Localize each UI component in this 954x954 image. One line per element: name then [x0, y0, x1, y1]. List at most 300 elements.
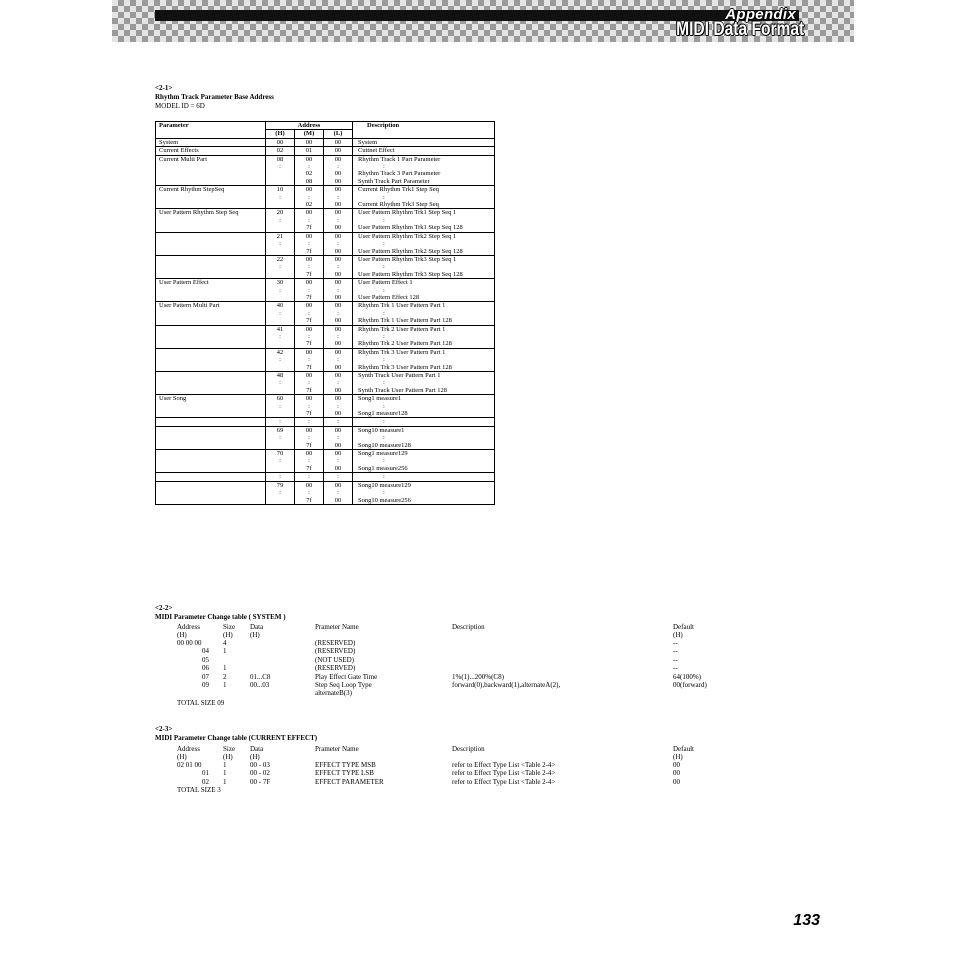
table-cell: : — [324, 240, 353, 247]
table-row — [156, 379, 495, 386]
table-cell: refer to Effect Type List <Table 2-4> — [452, 761, 556, 769]
table-cell: 00 — [324, 302, 353, 310]
table-cell: 00 — [295, 372, 324, 380]
table-cell: : — [295, 217, 324, 224]
table-cell: : — [266, 163, 295, 170]
table-cell: (RESERVED) — [315, 647, 356, 656]
column-unit: (H) — [177, 631, 187, 639]
table-row — [156, 410, 495, 418]
table-cell — [156, 489, 266, 496]
table-cell: 00(forward) — [673, 681, 707, 689]
table-cell: 7f — [295, 387, 324, 395]
table-cell: Rhythm Trk 3 User Pattern Part 128 — [358, 363, 452, 371]
table-cell: Song1 measure128 — [358, 410, 408, 418]
table-cell — [156, 333, 266, 340]
table-cell: : — [266, 473, 295, 481]
table-cell: (NOT USED) — [315, 655, 354, 664]
table-cell — [266, 201, 295, 209]
table-cell — [266, 442, 295, 450]
table-row — [156, 450, 495, 458]
table-cell: 7f — [295, 497, 324, 505]
table-cell: : — [383, 457, 385, 465]
table-cell — [156, 294, 266, 302]
table-cell: 7f — [295, 294, 324, 302]
table-cell: 41 — [266, 325, 295, 333]
column-header: Data — [250, 745, 264, 753]
table-cell: EFFECT TYPE LSB — [315, 769, 374, 778]
table-cell: : — [295, 379, 324, 386]
table-cell: 00 — [295, 325, 324, 333]
table-cell: System — [156, 138, 266, 146]
table-cell — [156, 410, 266, 418]
table-cell: Song1 measure1 — [353, 395, 495, 403]
table-cell: 2 — [223, 672, 227, 681]
table-cell — [266, 317, 295, 325]
table-cell: Step Seq Loop Type — [315, 681, 372, 689]
table-cell: : — [295, 403, 324, 410]
table-row — [156, 403, 495, 410]
column-unit: (H) — [177, 753, 187, 761]
table-cell: Song10 measure128 — [358, 441, 411, 449]
sec2-title: MIDI Parameter Change table ( SYSTEM ) — [155, 613, 286, 621]
table-cell: 00 — [324, 481, 353, 489]
table-cell: 7f — [295, 465, 324, 473]
table-cell: User Pattern Rhythm Trk2 Step Seq 128 — [358, 247, 463, 255]
table-cell: : — [383, 263, 385, 271]
table-cell: Rhythm Track 3 Part Parameter — [358, 170, 441, 178]
table-row — [156, 294, 495, 302]
table-cell: User Pattern Effect 1 — [353, 279, 495, 287]
column-header: Size — [223, 623, 236, 631]
table-row — [156, 317, 495, 325]
table-cell: 1 — [223, 681, 227, 689]
table-cell: 00...03 — [250, 681, 270, 689]
table-cell: : — [266, 489, 295, 496]
table-cell: System — [353, 138, 495, 146]
table-cell: : — [383, 309, 385, 317]
table-cell — [156, 194, 266, 201]
table-cell: 02 01 00 — [177, 761, 202, 769]
table-row — [156, 325, 495, 333]
col-parameter: Parameter — [156, 122, 266, 130]
table-cell — [156, 497, 266, 505]
table-cell: : — [266, 263, 295, 270]
table-cell: 04 — [202, 647, 209, 656]
table-cell: : — [295, 194, 324, 201]
column-unit: (H) — [250, 753, 260, 761]
table-cell: 21 — [266, 232, 295, 240]
table-cell: : — [383, 434, 385, 442]
table-cell — [156, 287, 266, 294]
table-cell — [266, 465, 295, 473]
table-cell: Current Rhythm StepSeq — [156, 186, 266, 194]
table-row — [156, 310, 495, 317]
table-row — [156, 232, 495, 240]
table-cell: : — [266, 418, 295, 426]
sec2-code: <2-2> — [155, 604, 173, 612]
table-cell: Song1 measure129 — [353, 450, 495, 458]
column-unit: (H) — [673, 753, 683, 761]
table-cell: 1 — [223, 761, 227, 769]
table-cell: -- — [673, 639, 678, 647]
table-row — [156, 356, 495, 363]
table-cell — [266, 294, 295, 302]
table-cell: : — [324, 287, 353, 294]
table-cell: 00 — [295, 186, 324, 194]
table-cell: 7f — [295, 410, 324, 418]
table-row — [156, 194, 495, 201]
table-cell: 20 — [266, 209, 295, 217]
table-cell — [156, 473, 266, 481]
table-cell: 01 — [202, 769, 209, 778]
table-cell: : — [266, 240, 295, 247]
col-address: Address — [266, 122, 353, 130]
table-cell: : — [295, 163, 324, 170]
table-cell: 00 — [324, 465, 353, 473]
table-cell: User Pattern Rhythm Trk3 Step Seq 128 — [358, 270, 463, 278]
table-cell — [266, 340, 295, 348]
table-cell: : — [295, 287, 324, 294]
table-row — [156, 442, 495, 450]
table-row — [156, 340, 495, 348]
table-cell: 48 — [266, 372, 295, 380]
table-cell: EFFECT TYPE MSB — [315, 761, 376, 769]
table-row — [156, 178, 495, 186]
table-cell: -- — [673, 647, 678, 656]
table-cell: 00 — [324, 294, 353, 302]
table-row — [156, 395, 495, 403]
table-cell: : — [295, 240, 324, 247]
table-row — [156, 333, 495, 340]
table-cell: 69 — [266, 426, 295, 434]
table-cell — [266, 387, 295, 395]
table-cell: 00 — [324, 410, 353, 418]
table-cell: User Pattern Effect — [156, 279, 266, 287]
table-cell: 00 — [324, 170, 353, 177]
table-cell: forward(0),backward(1),alternateA(2), — [452, 681, 561, 689]
table-cell: : — [324, 434, 353, 441]
table-row — [156, 457, 495, 464]
table-cell: : — [295, 263, 324, 270]
table-cell: 00 — [673, 761, 680, 769]
table-cell — [156, 178, 266, 186]
table-row — [156, 240, 495, 247]
table-cell: User Pattern Rhythm Trk2 Step Seq 1 — [353, 232, 495, 240]
table-cell: : — [295, 333, 324, 340]
table-cell: 1 — [223, 769, 227, 778]
table-cell: 7f — [295, 340, 324, 348]
table-cell: (RESERVED) — [315, 639, 356, 647]
table-row — [156, 287, 495, 294]
sec1-code: <2-1> — [155, 84, 173, 92]
table-cell — [266, 248, 295, 256]
table-cell: -- — [673, 664, 678, 673]
table-cell: 00 — [324, 248, 353, 256]
table-cell: : — [324, 403, 353, 410]
table-cell: : — [266, 379, 295, 386]
table-row — [156, 387, 495, 395]
table-cell: 00 — [324, 255, 353, 263]
table-row — [156, 465, 495, 473]
table-cell: 00 — [295, 481, 324, 489]
table-cell: 00 — [266, 138, 295, 146]
column-header: Default — [673, 623, 694, 631]
col-h: (H) — [266, 130, 295, 138]
table-cell — [266, 271, 295, 279]
table-row — [156, 372, 495, 380]
table-cell: 00 00 00 — [177, 639, 202, 647]
table-cell: Synth Track User Pattern Part 128 — [358, 386, 448, 394]
table-cell — [156, 434, 266, 441]
table-cell: 00 - 03 — [250, 761, 270, 769]
table-cell: 00 — [324, 450, 353, 458]
table-cell: Rhythm Trk 3 User Pattern Part 1 — [353, 348, 495, 356]
table-cell — [156, 310, 266, 317]
table-cell: 01 — [295, 147, 324, 155]
table-cell: : — [383, 332, 385, 340]
table-cell: 02 — [266, 147, 295, 155]
table-row — [156, 489, 495, 496]
table-cell: : — [383, 489, 385, 497]
table-cell: 00 — [324, 426, 353, 434]
column-header: Description — [452, 623, 485, 631]
table-cell: 00 — [295, 155, 324, 163]
table-row — [156, 201, 495, 209]
table-cell: : — [383, 193, 385, 201]
table-cell: 42 — [266, 348, 295, 356]
column-unit: (H) — [673, 631, 683, 639]
table-cell: : — [266, 434, 295, 441]
table-cell: : — [383, 216, 385, 224]
table-cell: 00 — [295, 395, 324, 403]
table-cell: : — [324, 333, 353, 340]
table-row — [156, 163, 495, 170]
table-row — [156, 364, 495, 372]
table-cell: 00 — [673, 769, 680, 778]
table-cell — [156, 232, 266, 240]
table-cell: : — [383, 379, 385, 387]
table-cell: Current Multi Part — [156, 155, 266, 163]
table-cell: 00 — [324, 147, 353, 155]
table-cell — [266, 224, 295, 232]
table-cell — [156, 201, 266, 209]
table-cell: : — [266, 310, 295, 317]
table-cell: 00 — [673, 777, 680, 786]
table-cell: User Pattern Rhythm Trk3 Step Seq 1 — [353, 255, 495, 263]
col-m: (M) — [295, 130, 324, 138]
table-cell — [156, 340, 266, 348]
table-cell: : — [266, 333, 295, 340]
table-cell: : — [295, 457, 324, 464]
table-cell: : — [353, 473, 495, 481]
table-row — [156, 418, 495, 426]
table-cell: User Pattern Rhythm Trk1 Step Seq 1 — [353, 209, 495, 217]
table-cell: 00 — [324, 209, 353, 217]
table-cell: 00 — [324, 442, 353, 450]
table-cell: 00 — [324, 186, 353, 194]
column-header: Data — [250, 623, 264, 631]
table-cell — [156, 457, 266, 464]
address-table-body — [156, 138, 495, 504]
table-row — [156, 426, 495, 434]
column-unit: (H) — [223, 753, 233, 761]
table-cell: : — [266, 287, 295, 294]
table-row — [156, 209, 495, 217]
table-row — [156, 497, 495, 505]
col-description: Description — [367, 122, 400, 129]
column-header: Description — [452, 745, 485, 753]
table-row — [156, 481, 495, 489]
table-cell: Rhythm Track 1 Part Parameter — [353, 155, 495, 163]
col-l: (L) — [324, 130, 353, 138]
table-cell: 00 — [324, 138, 353, 146]
table-cell: EFFECT PARAMETER — [315, 777, 384, 786]
table-cell — [156, 271, 266, 279]
table-cell: 00 — [324, 497, 353, 505]
page-number: 133 — [793, 912, 820, 929]
table-cell: Play Effect Gate Time — [315, 672, 378, 681]
table-row — [156, 348, 495, 356]
page-title: MIDI Data Format — [675, 19, 804, 40]
table-cell: 00 — [295, 348, 324, 356]
table-cell: 00 - 02 — [250, 769, 270, 778]
total-size: TOTAL SIZE 3 — [177, 786, 221, 794]
table-cell: 4 — [223, 639, 227, 647]
table-cell: : — [295, 418, 324, 426]
table-row — [156, 170, 495, 177]
table-row — [156, 248, 495, 256]
table-cell: 60 — [266, 395, 295, 403]
table-row — [156, 255, 495, 263]
table-cell: 30 — [266, 279, 295, 287]
table-cell — [266, 364, 295, 372]
table-cell: 00 — [295, 302, 324, 310]
table-cell: 00 — [324, 395, 353, 403]
table-row — [156, 302, 495, 310]
sec1-model-id: MODEL ID = 6D — [155, 102, 205, 110]
table-cell — [156, 163, 266, 170]
table-cell: : — [324, 163, 353, 170]
column-header: Default — [673, 745, 694, 753]
table-cell — [156, 442, 266, 450]
table-cell: 7f — [295, 248, 324, 256]
table-cell: 02 — [295, 201, 324, 209]
section-label: Appendix — [725, 6, 796, 23]
sec1-title: Rhythm Track Parameter Base Address — [155, 93, 274, 101]
table-cell: : — [383, 163, 385, 171]
column-header: Address — [177, 745, 200, 753]
table-cell: 00 — [324, 317, 353, 325]
table-row — [156, 279, 495, 287]
table-cell: : — [266, 217, 295, 224]
table-cell: Synth Track Part Parameter — [358, 177, 430, 185]
table-row — [156, 224, 495, 232]
table-cell — [156, 217, 266, 224]
table-cell — [156, 248, 266, 256]
table-cell: User Pattern Multi Part — [156, 302, 266, 310]
table-cell — [156, 372, 266, 380]
table-row — [156, 434, 495, 441]
table-cell: Current Rhythm Trk1 Step Seq — [353, 186, 495, 194]
table-cell: : — [295, 489, 324, 496]
table-cell: (RESERVED) — [315, 664, 356, 673]
table-cell: : — [324, 356, 353, 363]
sec3-title: MIDI Parameter Change table (CURRENT EFFECT) — [155, 734, 318, 742]
table-cell: : — [266, 457, 295, 464]
table-row — [156, 263, 495, 270]
table-cell: : — [324, 489, 353, 496]
table-cell: refer to Effect Type List <Table 2-4> — [452, 777, 556, 786]
table-row — [156, 271, 495, 279]
table-cell: Song1 measure256 — [358, 464, 408, 472]
column-header: Address — [177, 623, 200, 631]
table-cell — [156, 387, 266, 395]
table-cell: : — [324, 194, 353, 201]
table-cell: 06 — [202, 664, 209, 673]
table-cell — [156, 224, 266, 232]
table-row — [156, 186, 495, 194]
table-cell: 1 — [223, 777, 227, 786]
table-cell: Rhythm Trk 1 User Pattern Part 1 — [353, 302, 495, 310]
table-cell: Song10 measure256 — [358, 496, 411, 504]
table-cell: : — [324, 473, 353, 481]
column-unit: (H) — [250, 631, 260, 639]
table-cell: 02 — [295, 170, 324, 177]
table-cell — [266, 178, 295, 186]
table-cell — [156, 317, 266, 325]
table-cell: Rhythm Trk 2 User Pattern Part 1 — [353, 325, 495, 333]
table-cell: Song10 measure129 — [353, 481, 495, 489]
table-cell: User Song — [156, 395, 266, 403]
table-cell: 00 — [324, 387, 353, 395]
table-cell: -- — [673, 655, 678, 664]
table-cell: 00 — [324, 348, 353, 356]
table-cell: 70 — [266, 450, 295, 458]
table-cell: 79 — [266, 481, 295, 489]
column-header: Prameter Name — [315, 745, 359, 753]
table-cell — [266, 497, 295, 505]
table-row — [156, 217, 495, 224]
table-cell: 00 — [324, 372, 353, 380]
table-cell — [156, 325, 266, 333]
table-cell — [156, 450, 266, 458]
table-cell: : — [324, 418, 353, 426]
table-cell: : — [266, 356, 295, 363]
table-cell: Synth Track User Pattern Part 1 — [353, 372, 495, 380]
table-cell: : — [353, 418, 495, 426]
table-cell — [266, 170, 295, 177]
column-header: Prameter Name — [315, 623, 359, 631]
table-cell: 00 — [324, 271, 353, 279]
table-cell: alternateB(3) — [315, 689, 352, 698]
table-cell: 05 — [202, 655, 209, 664]
table-cell: 00 — [324, 279, 353, 287]
table-cell: Rhythm Trk 1 User Pattern Part 128 — [358, 317, 452, 325]
table-cell: 08 — [266, 155, 295, 163]
table-cell: 00 — [324, 364, 353, 372]
table-cell: 22 — [266, 255, 295, 263]
table-cell: : — [383, 356, 385, 364]
table-cell — [156, 255, 266, 263]
table-cell: : — [295, 434, 324, 441]
table-cell — [156, 403, 266, 410]
table-row — [156, 155, 495, 163]
sec3-code: <2-3> — [155, 725, 173, 733]
table-cell: : — [266, 403, 295, 410]
table-cell: : — [295, 310, 324, 317]
table-cell: refer to Effect Type List <Table 2-4> — [452, 769, 556, 778]
table-cell: : — [383, 240, 385, 248]
